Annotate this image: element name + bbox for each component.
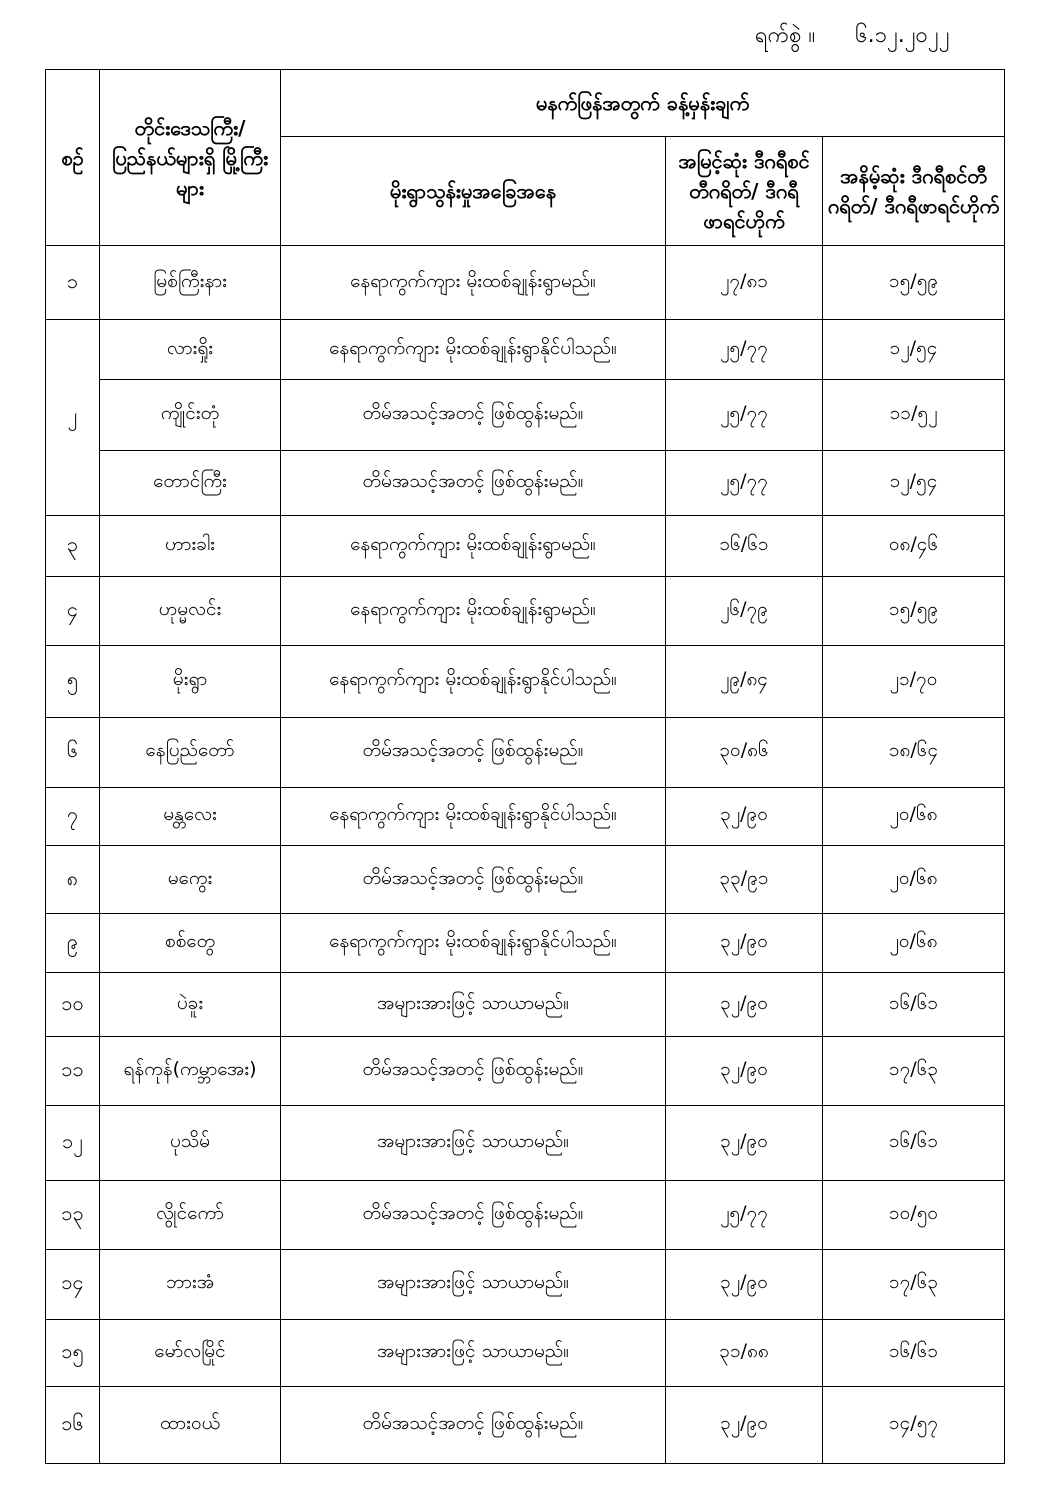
- row-city: နေပြည်တော်: [100, 717, 281, 787]
- table-row: [46, 1181, 1005, 1249]
- row-sn: ၆: [46, 717, 100, 787]
- row-city: ရန်ကုန်(ကမ္ဘာအေး): [100, 1037, 281, 1106]
- row-sn: ၉: [46, 914, 100, 973]
- table-row: [46, 576, 1005, 645]
- row-min-temp: ၁၆/၆၁: [823, 973, 1005, 1037]
- row-sn: ၁: [46, 246, 100, 320]
- table-row: [46, 787, 1005, 845]
- header-sn: စဉ်: [46, 70, 100, 246]
- row-min-temp: ၂၀/၆၈: [823, 914, 1005, 973]
- table-row: [46, 717, 1005, 787]
- row-min-temp: ၁၂/၅၄: [823, 320, 1005, 380]
- row-min-temp: ၁၅/၅၉: [823, 576, 1005, 645]
- table-row: [46, 1037, 1005, 1106]
- row-max-temp: ၂၇/၈၁: [666, 246, 823, 320]
- table-row: [46, 1319, 1005, 1386]
- row-condition: နေရာကွက်ကျား မိုးထစ်ချုန်းရွာမည်။: [281, 576, 666, 645]
- row-sn: ၁၅: [46, 1319, 100, 1386]
- row-sn: ၁၂: [46, 1106, 100, 1181]
- row-min-temp: ၀၈/၄၆: [823, 515, 1005, 576]
- row-min-temp: ၁၄/၅၇: [823, 1386, 1005, 1463]
- table-row: [46, 450, 1005, 515]
- row-min-temp: ၁၀/၅၀: [823, 1181, 1005, 1249]
- row-max-temp: ၃၂/၉၀: [666, 1386, 823, 1463]
- row-sn: ၃: [46, 515, 100, 576]
- row-city: ပဲခူး: [100, 973, 281, 1037]
- row-city: မန္တလေး: [100, 787, 281, 845]
- row-condition: အများအားဖြင့် သာယာမည်။: [281, 1249, 666, 1319]
- row-city: လားရှိုး: [100, 320, 281, 380]
- row-max-temp: ၃၂/၉၀: [666, 1037, 823, 1106]
- row-min-temp: ၂၀/၆၈: [823, 787, 1005, 845]
- table-row: [46, 1386, 1005, 1463]
- table-row: [46, 973, 1005, 1037]
- row-city: ကျိုင်းတုံ: [100, 380, 281, 450]
- table-row: [46, 515, 1005, 576]
- row-min-temp: ၂၁/၇၀: [823, 645, 1005, 717]
- header-row-1: [46, 70, 1005, 137]
- row-min-temp: ၁၆/၆၁: [823, 1106, 1005, 1181]
- row-condition: နေရာကွက်ကျား မိုးထစ်ချုန်းရွာနိုင်ပါသည်။: [281, 914, 666, 973]
- row-max-temp: ၃၀/၈၆: [666, 717, 823, 787]
- row-sn: ၅: [46, 645, 100, 717]
- row-sn: ၁၄: [46, 1249, 100, 1319]
- row-condition: တိမ်အသင့်အတင့် ဖြစ်ထွန်းမည်။: [281, 380, 666, 450]
- header-region: တိုင်းဒေသကြီး/ ပြည်နယ်များရှိ မြို့ကြီးများ: [100, 70, 281, 246]
- row-max-temp: ၃၂/၉၀: [666, 914, 823, 973]
- row-city: လွိုင်ကော်: [100, 1181, 281, 1249]
- table-row: [46, 645, 1005, 717]
- row-max-temp: ၂၅/၇၇: [666, 380, 823, 450]
- row-city: မိုးရွာ: [100, 645, 281, 717]
- row-min-temp: ၁၇/၆၃: [823, 1037, 1005, 1106]
- row-city: ဟားခါး: [100, 515, 281, 576]
- header-max-temp: အမြင့်ဆုံး ဒီဂရီစင်တီဂရိတ်/ ဒီဂရီဖာရင်ဟိုက်: [666, 137, 823, 246]
- row-condition: တိမ်အသင့်အတင့် ဖြစ်ထွန်းမည်။: [281, 450, 666, 515]
- table-row: [46, 1106, 1005, 1181]
- table-row: [46, 320, 1005, 380]
- row-city: မကွေး: [100, 846, 281, 914]
- row-city: မော်လမြိုင်: [100, 1319, 281, 1386]
- row-sn: ၈: [46, 846, 100, 914]
- date-value: ၆.၁၂.၂၀၂၂: [855, 23, 950, 48]
- row-max-temp: ၂၅/၇၇: [666, 1181, 823, 1249]
- row-condition: နေရာကွက်ကျား မိုးထစ်ချုန်းရွာနိုင်ပါသည်။: [281, 787, 666, 845]
- row-min-temp: ၁၅/၅၉: [823, 246, 1005, 320]
- row-condition: နေရာကွက်ကျား မိုးထစ်ချုန်းရွာမည်။: [281, 515, 666, 576]
- row-city: ဘားအံ: [100, 1249, 281, 1319]
- row-condition: နေရာကွက်ကျား မိုးထစ်ချုန်းရွာနိုင်ပါသည်။: [281, 320, 666, 380]
- row-max-temp: ၂၅/၇၇: [666, 320, 823, 380]
- row-sn: ၁၁: [46, 1037, 100, 1106]
- row-max-temp: ၃၂/၉၀: [666, 973, 823, 1037]
- row-condition: တိမ်အသင့်အတင့် ဖြစ်ထွန်းမည်။: [281, 1181, 666, 1249]
- row-max-temp: ၁၆/၆၁: [666, 515, 823, 576]
- row-city: တောင်ကြီး: [100, 450, 281, 515]
- table-row: [46, 1249, 1005, 1319]
- row-max-temp: ၃၂/၉၀: [666, 1106, 823, 1181]
- row-max-temp: ၂၆/၇၉: [666, 576, 823, 645]
- date-line: [755, 20, 950, 53]
- date-label: ရက်စွဲ ။: [755, 23, 816, 48]
- row-condition: တိမ်အသင့်အတင့် ဖြစ်ထွန်းမည်။: [281, 1386, 666, 1463]
- row-min-temp: ၂၀/၆၈: [823, 846, 1005, 914]
- row-condition: အများအားဖြင့် သာယာမည်။: [281, 1106, 666, 1181]
- table-row: [46, 914, 1005, 973]
- row-max-temp: ၃၂/၉၀: [666, 1249, 823, 1319]
- row-min-temp: ၁၂/၅၄: [823, 450, 1005, 515]
- row-city: မြစ်ကြီးနား: [100, 246, 281, 320]
- row-condition: နေရာကွက်ကျား မိုးထစ်ချုန်းရွာနိုင်ပါသည်။: [281, 645, 666, 717]
- row-min-temp: ၁၆/၆၁: [823, 1319, 1005, 1386]
- header-min-temp: အနိမ့်ဆုံး ဒီဂရီစင်တီဂရိတ်/ ဒီဂရီဖာရင်ဟိုက်: [823, 137, 1005, 246]
- row-city: ဟုမ္မလင်း: [100, 576, 281, 645]
- row-city: ပုသိမ်: [100, 1106, 281, 1181]
- row-sn: ၄: [46, 576, 100, 645]
- row-city: ထားဝယ်: [100, 1386, 281, 1463]
- row-max-temp: ၃၂/၉၀: [666, 787, 823, 845]
- table-row: [46, 380, 1005, 450]
- row-max-temp: ၂၉/၈၄: [666, 645, 823, 717]
- row-sn: ၁၀: [46, 973, 100, 1037]
- row-sn: ၁၃: [46, 1181, 100, 1249]
- row-condition: တိမ်အသင့်အတင့် ဖြစ်ထွန်းမည်။: [281, 1037, 666, 1106]
- row-sn: ၁၆: [46, 1386, 100, 1463]
- row-max-temp: ၂၅/၇၇: [666, 450, 823, 515]
- table-row: [46, 246, 1005, 320]
- row-condition: တိမ်အသင့်အတင့် ဖြစ်ထွန်းမည်။: [281, 717, 666, 787]
- row-max-temp: ၃၃/၉၁: [666, 846, 823, 914]
- row-condition: နေရာကွက်ကျား မိုးထစ်ချုန်းရွာမည်။: [281, 246, 666, 320]
- row-sn: ၂: [46, 320, 100, 515]
- row-condition: တိမ်အသင့်အတင့် ဖြစ်ထွန်းမည်။: [281, 846, 666, 914]
- header-condition: မိုးရွာသွန်းမှုအခြေအနေ: [281, 137, 666, 246]
- row-max-temp: ၃၁/၈၈: [666, 1319, 823, 1386]
- row-condition: အများအားဖြင့် သာယာမည်။: [281, 1319, 666, 1386]
- row-min-temp: ၁၈/၆၄: [823, 717, 1005, 787]
- row-city: စစ်တွေ: [100, 914, 281, 973]
- row-min-temp: ၁၁/၅၂: [823, 380, 1005, 450]
- row-condition: အများအားဖြင့် သာယာမည်။: [281, 973, 666, 1037]
- header-forecast-group: မနက်ဖြန်အတွက် ခန့်မှန်းချက်: [281, 70, 1005, 137]
- row-min-temp: ၁၇/၆၃: [823, 1249, 1005, 1319]
- table-row: [46, 846, 1005, 914]
- weather-forecast-table: [45, 69, 1005, 1464]
- row-sn: ၇: [46, 787, 100, 845]
